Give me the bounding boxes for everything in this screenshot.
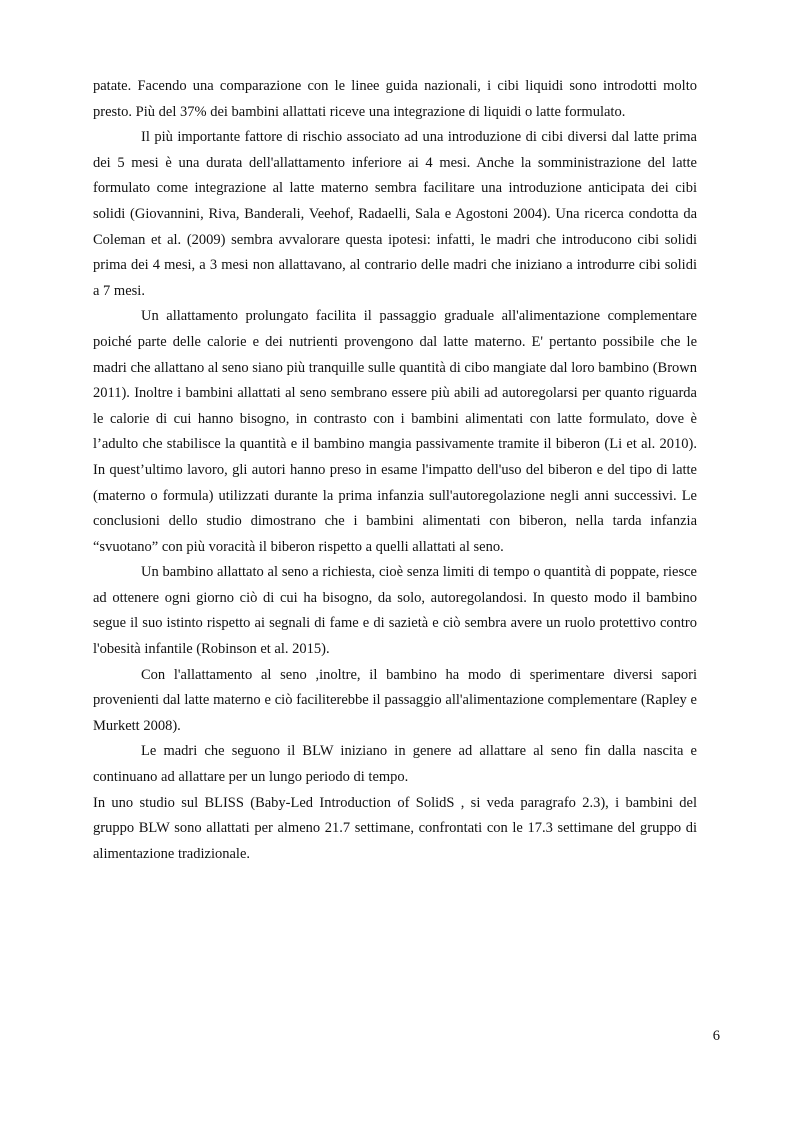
paragraph-1: patate. Facendo una comparazione con le linee guida nazionali, i cibi liquidi sono introdotti molto presto. Più del 37% dei bambini allattati riceve una integrazione di liquidi o latte formulato. [93,78,697,120]
paragraph-7: In uno studio sul BLISS (Baby-Led Introduction of SolidS , si veda paragrafo 2.3), i bambini del gruppo BLW sono allattati per almeno 21.7 settimane, confrontati con le 17.3 settimane del gruppo di alimentazione tradizionale. [93,794,697,862]
document-page [93,74,697,867]
paragraph-3: Un allattamento prolungato facilita il passaggio graduale all'alimentazione complementare poiché parte delle calorie e dei nutrienti provengono dal latte materno. E' pertanto possibile che le madri che allattano al seno siano più tranquille sulle quantità di cibo mangiate dal loro bambino (Brown 2011). Inoltre i bambini allattati al seno sembrano essere più abili ad autoregolarsi per quanto riguarda le calorie di cui hanno bisogno, in contrasto con i bambini alimentati con latte formulato, dove è l’adulto che stabilisce la quantità e il bambino mangia passivamente tramite il biberon (Li et al. 2010). In quest’ultimo lavoro, gli autori hanno preso in esame l'impatto dell'uso del biberon e del tipo di latte (materno o formula) utilizzati durante la prima infanzia sull'autoregolazione negli anni successivi. Le conclusioni dello studio dimostrano che i bambini alimentati con biberon, nella tarda infanzia “svuotano” con più voracità il biberon rispetto a quelli allattati al seno. [93,308,697,555]
paragraph-4: Un bambino allattato al seno a richiesta, cioè senza limiti di tempo o quantità di poppate, riesce ad ottenere ogni giorno ciò di cui ha bisogno, da solo, autoregolandosi. In questo modo il bambino segue il suo istinto rispetto ai segnali di fame e di sazietà e ciò sembra avere un ruolo protettivo contro l'obesità infantile (Robinson et al. 2015). [93,564,697,658]
page-number: 6 [712,1028,720,1044]
paragraph-2: Il più importante fattore di rischio associato ad una introduzione di cibi diversi dal latte prima dei 5 mesi è una durata dell'allattamento inferiore ai 4 mesi. Anche la somministrazione del latte formulato come integrazione al latte materno sembra facilitare una introduzione anticipata dei cibi solidi (Giovannini, Riva, Banderali, Veehof, Radaelli, Sala e Agostoni 2004). Una ricerca condotta da Coleman et al. (2009) sembra avvalorare questa ipotesi: infatti, le madri che introducono cibi solidi prima dei 4 mesi, a 3 mesi non allattavano, al contrario delle madri che iniziano a introdurre cibi solidi a 7 mesi. [93,129,697,299]
paragraph-6: Le madri che seguono il BLW iniziano in genere ad allattare al seno fin dalla nascita e continuano ad allattare per un lungo periodo di tempo. [93,743,697,786]
paragraph-5: Con l'allattamento al seno ,inoltre, il bambino ha modo di sperimentare diversi sapori provenienti dal latte materno e ciò faciliterebbe il passaggio all'alimentazione complementare (Rapley e Murkett 2008). [93,666,697,734]
